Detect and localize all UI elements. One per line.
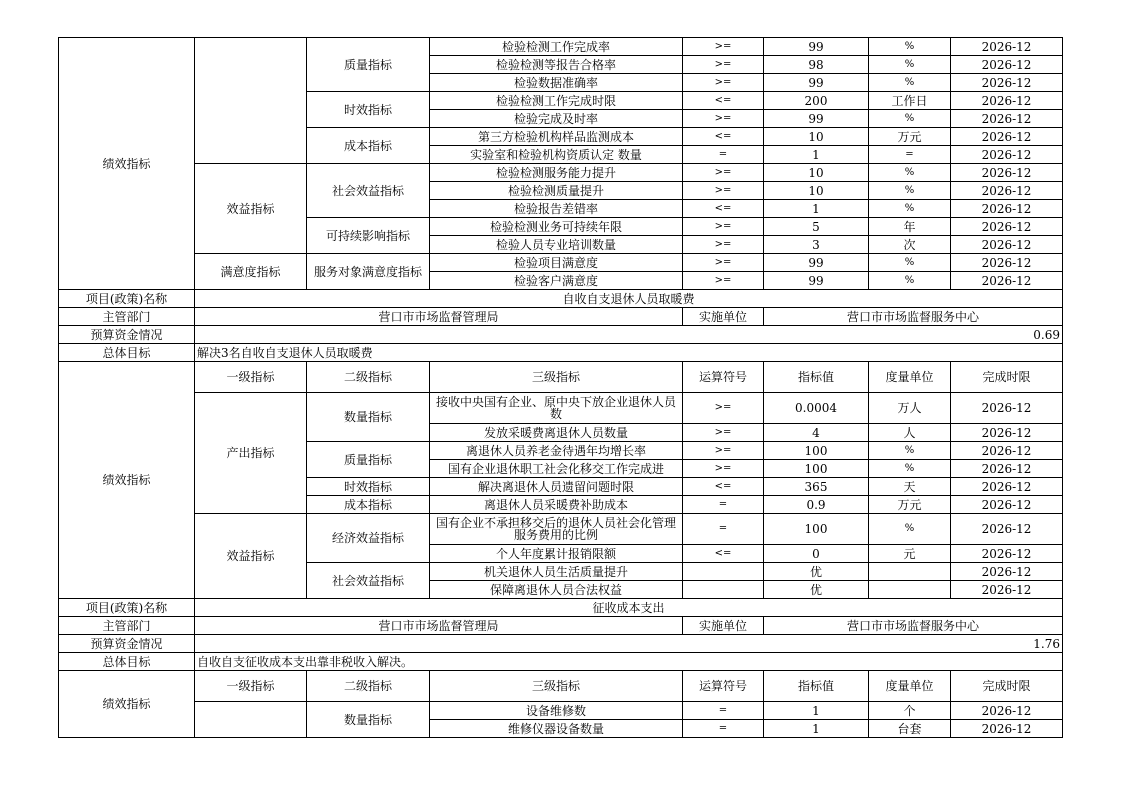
operator-cell: >= <box>683 74 764 92</box>
operator-cell: >= <box>683 218 764 236</box>
completion-time: 2026-12 <box>951 236 1063 254</box>
indicator-name: 检验报告差错率 <box>430 200 683 218</box>
third-level-category: 社会效益指标 <box>307 164 430 218</box>
third-level-category: 成本指标 <box>307 496 430 514</box>
header-time: 完成时限 <box>951 362 1063 393</box>
unit-cell: 万元 <box>869 496 951 514</box>
unit-cell: % <box>869 272 951 290</box>
indicator-name: 个人年度累计报销限额 <box>430 545 683 563</box>
third-level-category: 服务对象满意度指标 <box>307 254 430 290</box>
third-level-category: 质量指标 <box>307 442 430 478</box>
indicator-header-row <box>59 362 1063 393</box>
header-level1: 一级指标 <box>195 671 307 702</box>
indicator-name: 接收中央国有企业、原中央下放企业退休人员数 <box>430 393 683 424</box>
header-operator: 运算符号 <box>683 362 764 393</box>
implementer-value: 营口市市场监督服务中心 <box>764 308 1063 326</box>
completion-time: 2026-12 <box>951 424 1063 442</box>
table-row <box>59 254 1063 272</box>
completion-time: 2026-12 <box>951 478 1063 496</box>
header-level2: 二级指标 <box>307 671 430 702</box>
operator-cell: >= <box>683 424 764 442</box>
target-value: 99 <box>764 74 869 92</box>
second-level-indicator <box>195 38 307 164</box>
completion-time: 2026-12 <box>951 442 1063 460</box>
project-name-label: 项目(政策)名称 <box>59 599 195 617</box>
project-name-value: 自收自支退休人员取暖费 <box>195 290 1063 308</box>
target-value: 99 <box>764 38 869 56</box>
indicator-name: 国有企业退休职工社会化移交工作完成进 <box>430 460 683 478</box>
budget-value: 0.69 <box>195 326 1063 344</box>
operator-cell: >= <box>683 442 764 460</box>
third-level-category: 成本指标 <box>307 128 430 164</box>
budget-label: 预算资金情况 <box>59 326 195 344</box>
indicator-name: 检验完成及时率 <box>430 110 683 128</box>
operator-cell: >= <box>683 182 764 200</box>
target-value: 365 <box>764 478 869 496</box>
operator-cell <box>683 581 764 599</box>
department-row <box>59 617 1063 635</box>
target-value: 1 <box>764 720 869 738</box>
unit-cell: 个 <box>869 702 951 720</box>
table-row <box>59 164 1063 182</box>
indicator-name: 检验检测服务能力提升 <box>430 164 683 182</box>
implementer-value: 营口市市场监督服务中心 <box>764 617 1063 635</box>
completion-time: 2026-12 <box>951 514 1063 545</box>
operator-cell: >= <box>683 110 764 128</box>
operator-cell: >= <box>683 236 764 254</box>
goal-value: 自收自支征收成本支出靠非税收入解决。 <box>195 653 1063 671</box>
table-row <box>59 393 1063 424</box>
operator-cell: >= <box>683 38 764 56</box>
completion-time: 2026-12 <box>951 218 1063 236</box>
operator-cell: >= <box>683 460 764 478</box>
unit-cell: 万人 <box>869 393 951 424</box>
completion-time: 2026-12 <box>951 146 1063 164</box>
header-unit: 度量单位 <box>869 362 951 393</box>
completion-time: 2026-12 <box>951 720 1063 738</box>
third-level-category: 数量指标 <box>307 702 430 738</box>
completion-time: 2026-12 <box>951 702 1063 720</box>
operator-cell: >= <box>683 254 764 272</box>
operator-cell: <= <box>683 128 764 146</box>
unit-cell: % <box>869 254 951 272</box>
third-level-category: 质量指标 <box>307 38 430 92</box>
project-name-row <box>59 599 1063 617</box>
header-level2: 二级指标 <box>307 362 430 393</box>
indicator-name: 检验客户满意度 <box>430 272 683 290</box>
unit-cell: 次 <box>869 236 951 254</box>
completion-time: 2026-12 <box>951 74 1063 92</box>
goal-label: 总体目标 <box>59 344 195 362</box>
completion-time: 2026-12 <box>951 56 1063 74</box>
operator-cell: >= <box>683 56 764 74</box>
target-value: 10 <box>764 164 869 182</box>
third-level-category: 可持续影响指标 <box>307 218 430 254</box>
completion-time: 2026-12 <box>951 545 1063 563</box>
performance-label: 绩效指标 <box>59 38 195 290</box>
operator-cell: >= <box>683 272 764 290</box>
operator-cell: <= <box>683 478 764 496</box>
operator-cell <box>683 563 764 581</box>
project-name-label: 项目(政策)名称 <box>59 290 195 308</box>
budget-row <box>59 635 1063 653</box>
indicator-name: 离退休人员采暖费补助成本 <box>430 496 683 514</box>
operator-cell: = <box>683 720 764 738</box>
second-level-indicator: 效益指标 <box>195 164 307 254</box>
completion-time: 2026-12 <box>951 200 1063 218</box>
indicator-name: 机关退休人员生活质量提升 <box>430 563 683 581</box>
completion-time: 2026-12 <box>951 128 1063 146</box>
header-operator: 运算符号 <box>683 671 764 702</box>
indicator-name: 检验检测工作完成率 <box>430 38 683 56</box>
target-value: 98 <box>764 56 869 74</box>
second-level-indicator: 产出指标 <box>195 393 307 514</box>
operator-cell: <= <box>683 92 764 110</box>
target-value: 0 <box>764 545 869 563</box>
indicator-name: 国有企业不承担移交后的退休人员社会化管理服务费用的比例 <box>430 514 683 545</box>
third-level-category: 数量指标 <box>307 393 430 442</box>
target-value: 0.0004 <box>764 393 869 424</box>
header-time: 完成时限 <box>951 671 1063 702</box>
completion-time: 2026-12 <box>951 581 1063 599</box>
completion-time: 2026-12 <box>951 460 1063 478</box>
unit-cell: % <box>869 110 951 128</box>
unit-cell: 万元 <box>869 128 951 146</box>
department-value: 营口市市场监督管理局 <box>195 308 683 326</box>
target-value: 100 <box>764 442 869 460</box>
department-label: 主管部门 <box>59 308 195 326</box>
operator-cell: = <box>683 146 764 164</box>
header-unit: 度量单位 <box>869 671 951 702</box>
unit-cell: % <box>869 56 951 74</box>
target-value: 优 <box>764 563 869 581</box>
goal-value: 解决3名自收自支退休人员取暖费 <box>195 344 1063 362</box>
unit-cell: % <box>869 460 951 478</box>
completion-time: 2026-12 <box>951 38 1063 56</box>
header-level1: 一级指标 <box>195 362 307 393</box>
operator-cell: <= <box>683 200 764 218</box>
unit-cell <box>869 563 951 581</box>
header-value: 指标值 <box>764 671 869 702</box>
unit-cell: 工作日 <box>869 92 951 110</box>
performance-table <box>58 37 1063 738</box>
unit-cell: = <box>869 146 951 164</box>
table-row <box>59 702 1063 720</box>
goal-row <box>59 344 1063 362</box>
unit-cell: % <box>869 164 951 182</box>
target-value: 99 <box>764 272 869 290</box>
indicator-name: 检验检测质量提升 <box>430 182 683 200</box>
target-value: 5 <box>764 218 869 236</box>
completion-time: 2026-12 <box>951 496 1063 514</box>
second-level-indicator: 效益指标 <box>195 514 307 599</box>
completion-time: 2026-12 <box>951 272 1063 290</box>
target-value: 优 <box>764 581 869 599</box>
indicator-name: 检验检测业务可持续年限 <box>430 218 683 236</box>
target-value: 0.9 <box>764 496 869 514</box>
indicator-name: 检验人员专业培训数量 <box>430 236 683 254</box>
operator-cell: <= <box>683 545 764 563</box>
target-value: 99 <box>764 110 869 128</box>
indicator-name: 检验检测工作完成时限 <box>430 92 683 110</box>
target-value: 100 <box>764 460 869 478</box>
target-value: 10 <box>764 182 869 200</box>
target-value: 4 <box>764 424 869 442</box>
project-name-row <box>59 290 1063 308</box>
unit-cell <box>869 581 951 599</box>
operator-cell: = <box>683 514 764 545</box>
goal-label: 总体目标 <box>59 653 195 671</box>
unit-cell: 天 <box>869 478 951 496</box>
table-row <box>59 514 1063 545</box>
table-row <box>59 38 1063 56</box>
department-row <box>59 308 1063 326</box>
performance-label: 绩效指标 <box>59 671 195 738</box>
completion-time: 2026-12 <box>951 110 1063 128</box>
unit-cell: % <box>869 74 951 92</box>
indicator-name: 第三方检验机构样品监测成本 <box>430 128 683 146</box>
target-value: 3 <box>764 236 869 254</box>
second-level-indicator: 满意度指标 <box>195 254 307 290</box>
goal-row <box>59 653 1063 671</box>
header-level3: 三级指标 <box>430 671 683 702</box>
implementer-label: 实施单位 <box>683 308 764 326</box>
performance-label: 绩效指标 <box>59 362 195 599</box>
target-value: 1 <box>764 146 869 164</box>
unit-cell: % <box>869 514 951 545</box>
target-value: 10 <box>764 128 869 146</box>
operator-cell: = <box>683 496 764 514</box>
implementer-label: 实施单位 <box>683 617 764 635</box>
budget-label: 预算资金情况 <box>59 635 195 653</box>
completion-time: 2026-12 <box>951 393 1063 424</box>
second-level-indicator <box>195 702 307 738</box>
indicator-name: 解决离退休人员遗留问题时限 <box>430 478 683 496</box>
third-level-category: 经济效益指标 <box>307 514 430 563</box>
target-value: 100 <box>764 514 869 545</box>
operator-cell: >= <box>683 393 764 424</box>
unit-cell: 元 <box>869 545 951 563</box>
indicator-name: 维修仪器设备数量 <box>430 720 683 738</box>
budget-row <box>59 326 1063 344</box>
unit-cell: % <box>869 200 951 218</box>
operator-cell: = <box>683 702 764 720</box>
third-level-category: 时效指标 <box>307 92 430 128</box>
indicator-name: 保障离退休人员合法权益 <box>430 581 683 599</box>
budget-value: 1.76 <box>195 635 1063 653</box>
completion-time: 2026-12 <box>951 254 1063 272</box>
indicator-name: 检验检测等报告合格率 <box>430 56 683 74</box>
indicator-name: 设备维修数 <box>430 702 683 720</box>
header-level3: 三级指标 <box>430 362 683 393</box>
unit-cell: % <box>869 442 951 460</box>
completion-time: 2026-12 <box>951 92 1063 110</box>
operator-cell: >= <box>683 164 764 182</box>
target-value: 1 <box>764 200 869 218</box>
indicator-name: 离退休人员养老金待遇年均增长率 <box>430 442 683 460</box>
unit-cell: 人 <box>869 424 951 442</box>
unit-cell: 台套 <box>869 720 951 738</box>
third-level-category: 社会效益指标 <box>307 563 430 599</box>
department-value: 营口市市场监督管理局 <box>195 617 683 635</box>
project-name-value: 征收成本支出 <box>195 599 1063 617</box>
third-level-category: 时效指标 <box>307 478 430 496</box>
completion-time: 2026-12 <box>951 182 1063 200</box>
unit-cell: % <box>869 38 951 56</box>
header-value: 指标值 <box>764 362 869 393</box>
target-value: 1 <box>764 702 869 720</box>
department-label: 主管部门 <box>59 617 195 635</box>
unit-cell: % <box>869 182 951 200</box>
indicator-name: 实验室和检验机构资质认定 数量 <box>430 146 683 164</box>
indicator-name: 检验项目满意度 <box>430 254 683 272</box>
completion-time: 2026-12 <box>951 563 1063 581</box>
target-value: 200 <box>764 92 869 110</box>
indicator-name: 发放采暖费离退休人员数量 <box>430 424 683 442</box>
target-value: 99 <box>764 254 869 272</box>
indicator-name: 检验数据准确率 <box>430 74 683 92</box>
completion-time: 2026-12 <box>951 164 1063 182</box>
unit-cell: 年 <box>869 218 951 236</box>
indicator-header-row <box>59 671 1063 702</box>
